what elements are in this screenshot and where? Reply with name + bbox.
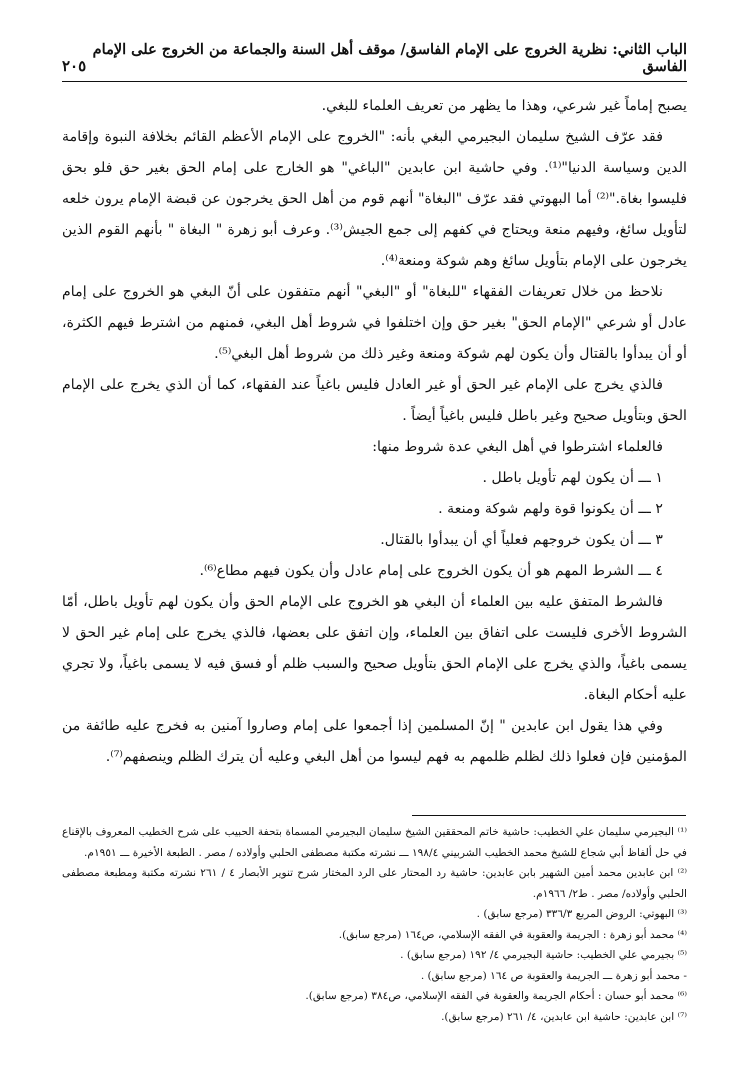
main-text [62,91,687,773]
footnote-separator [412,815,686,816]
footnote: - محمد أبو زهرة ـــ الجريمة والعقوبة ص ١٦٤ (مرجع سابق) . [420,969,687,982]
footnote: ⁽¹⁾ البجيرمي سليمان علي الخطيب: حاشية خاتم المحققين الشيخ سليمان البجيرمي المسماة بتحفة الحبيب على شرح الخطيب المعروف بالإقناع في حل ألفاظ أبي شجاع للشيخ محمد الخطيب الشربيني ١٩٨/٤ ـــ نشرته مكتبة مصطفى الحلبي وأولاده / مصر . الطبعة الأخيرة ـــ ١٩٥١م. [62,826,687,859]
footnote: ⁽⁴⁾ محمد أبو زهرة : الجريمة والعقوبة في الفقه الإسلامي، ص١٦٤ (مرجع سابق). [338,928,687,941]
condition-item: ٢ ـــ أن يكونوا قوة ولهم شوكة ومنعة . [438,501,663,517]
paragraph: فالعلماء اشترطوا في أهل البغي عدة شروط منها: [372,439,663,455]
paragraph: وفي هذا يقول ابن عابدين " إنّ المسلمين إذا أجمعوا على إمام وصاروا آمنين به فخرج عليه طائفة من المؤمنين فإن فعلوا ذلك لظلم ظلمهم به فهم ليسوا من أهل البغي وعليه أن يترك الظلم وينصفهم⁽⁷⁾. [62,718,687,765]
condition-item: ٤ ـــ الشرط المهم هو أن يكون الخروج على إمام عادل وأن يكون فيهم مطاع⁽⁶⁾. [199,563,663,579]
paragraph: يصبح إماماً غير شرعي، وهذا ما يظهر من تعريف العلماء للبغي. [321,98,687,114]
footnotes [62,822,687,1027]
paragraph: نلاحظ من خلال تعريفات الفقهاء "للبغاة" أو "البغي" أنهم متفقون على أنّ البغي هو الخروج على إمام عادل أو شرعي "الإمام الحق" بغير حق وإن اختلفوا في شروط أهل البغي، فمنهم من اشترط فيهم الكثرة، أو أن يبدأوا بالقتال وأن يكون لهم شوكة ومنعة وغير ذلك من شروط أهل البغي⁽⁵⁾. [62,284,687,362]
footnote: ⁽⁶⁾ محمد أبو حسان : أحكام الجريمة والعقوبة في الفقه الإسلامي، ص٣٨٤ (مرجع سابق). [305,990,687,1002]
footnote: ⁽⁷⁾ ابن عابدين: حاشية ابن عابدين، ٤/ ٢٦١ (مرجع سابق). [441,1010,687,1023]
footnote: ⁽²⁾ ابن عابدين محمد أمين الشهير بابن عابدين: حاشية رد المحتار على الرد المختار شرح تنوير الأبصار ٤ / ٢٦١ نشرته مكتبة ومطبعة مصطفى الحلبي وأولاده/ مصر . ط٢/ ١٩٦٦م. [62,867,687,900]
footnote: ⁽³⁾ البهوتي: الروض المربع ٣٣٦/٣ (مرجع سابق) . [476,908,687,920]
condition-item: ١ ـــ أن يكون لهم تأويل باطل . [482,470,663,486]
paragraph: فالذي يخرج على الإمام غير الحق أو غير العادل فليس باغياً عند الفقهاء، كما أن الذي يخرج على الإمام الحق وبتأويل صحيح وغير باطل فليس باغياً أيضاً . [62,377,687,424]
chapter-title: الباب الثاني: نظرية الخروج على الإمام الفاسق/ موقف أهل السنة والجماعة من الخروج على الإمام الفاسق [92,41,687,75]
footnote: ⁽⁵⁾ بجيرمي علي الخطيب: حاشية البجيرمي ٤/ ١٩٢ (مرجع سابق) . [400,949,687,961]
paragraph: فالشرط المتفق عليه بين العلماء أن البغي هو الخروج على الإمام الحق وأن يكون لهم تأويل باطل، أمّا الشروط الأخرى فليست على اتفاق بين العلماء، وإن اتفق على بعضها، فالذي يخرج على إمام غير الحق لا يسمى باغياً، والذي يخرج على الإمام الحق بتأويل صحيح والسبب ظلم أو فسق فيه لا يسمى باغياً، ولا تجري عليه أحكام البغاة. [62,594,687,703]
running-header [62,41,687,82]
paragraph: فقد عرّف الشيخ سليمان البجيرمي البغي بأنه: "الخروج على الإمام الأعظم القائم بخلافة النبوة وإقامة الدين وسياسة الدنيا"⁽¹⁾. وفي حاشية ابن عابدين "الباغي" هو الخارج على إمام الحق بغير حق فلو بحق فليسوا بغاة."⁽²⁾ أما البهوتي فقد عرّف "البغاة" أنهم قوم من أهل الحق يخرجون عن قبضة الإمام يرون خلعه لتأويل سائغ، وفيهم منعة ويحتاج في كفهم إلى جمع الجيش⁽³⁾. وعرف أبو زهرة " البغاة " بأنهم القوم الذين يخرجون على الإمام بتأويل سائغ وهم شوكة ومنعة⁽⁴⁾. [62,129,687,269]
page-number: ٢٠٥ [62,57,87,75]
condition-item: ٣ ـــ أن يكون خروجهم فعلياً أي أن يبدأوا بالقتال. [380,532,663,548]
